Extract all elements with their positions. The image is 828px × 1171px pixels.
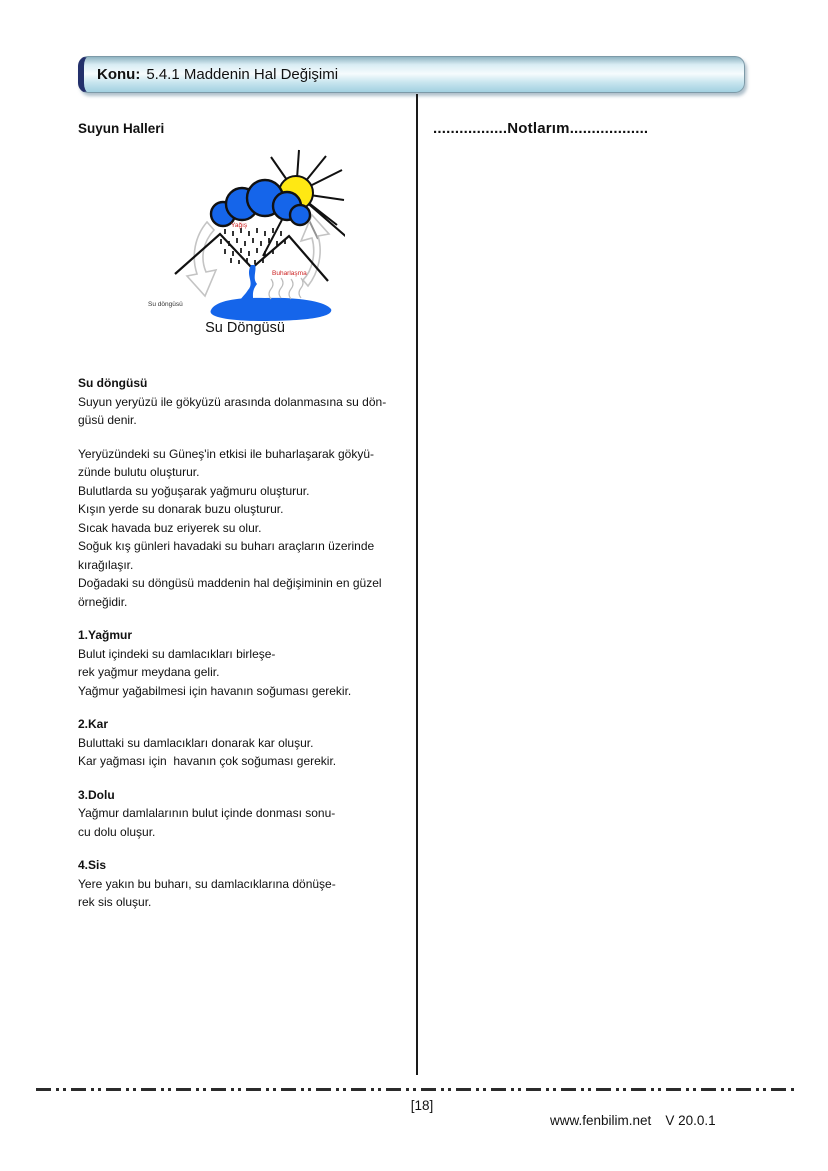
text-line: Bulutlarda su yoğuşarak yağmuru oluşturur. — [78, 483, 310, 498]
topic-label: Konu: — [97, 66, 141, 83]
text-line: Yeryüzündeki su Güneş'in etkisi ile buharlaşarak gökyü- — [78, 446, 375, 461]
text-line: güsü denir. — [78, 413, 137, 427]
water-cycle-figure — [145, 148, 345, 322]
column-divider — [416, 94, 418, 1075]
text-line: Doğadaki su döngüsü maddenin hal değişiminin en güzel — [78, 576, 382, 590]
section-yagmur — [78, 626, 414, 700]
section-title-suyun-halleri: Suyun Halleri — [78, 121, 165, 136]
text-line: rek yağmur meydana gelir. — [78, 665, 220, 679]
footer-brand — [535, 1098, 716, 1143]
text-line: Yağmur damlalarının bulut içinde donması sonu- — [78, 806, 336, 820]
text-line: kırağılaşır. — [78, 557, 134, 572]
page-number: [18] — [410, 1098, 434, 1113]
text-line: Sıcak havada buz eriyerek su olur. — [78, 520, 262, 535]
water-cycle-illustration — [145, 148, 345, 322]
text-line: Soğuk kış günleri havadaki su buharı araçların üzerinde — [78, 539, 375, 553]
site-url: www.fenbilim.net — [550, 1113, 652, 1128]
text-line: Bulut içindeki su damlacıkları birleşe- — [78, 646, 276, 661]
section-kar — [78, 715, 414, 771]
evaporation-label: Buharlaşma — [272, 270, 307, 277]
evaporation-waves-icon — [269, 278, 303, 299]
text-line: cu dolu oluşur. — [78, 824, 156, 839]
version-label: V 20.0.1 — [665, 1113, 716, 1128]
text-line: Yere yakın bu buharı, su damlacıklarına dönüşe- — [78, 876, 336, 891]
section-heading: 3.Dolu — [78, 787, 115, 802]
section-heading: 4.Sis — [78, 858, 107, 872]
section-dolu — [78, 786, 414, 842]
topic-header-bar — [78, 56, 745, 93]
rain-label: Yağış — [231, 222, 248, 229]
text-line: Buluttaki su damlacıkları donarak kar oluşur. — [78, 735, 314, 750]
body-text — [78, 374, 414, 927]
section-su-dongusu-detay — [78, 445, 414, 612]
text-line: Kışın yerde su donarak buzu oluşturur. — [78, 502, 284, 516]
lake-icon — [211, 298, 332, 321]
text-line: örneğidir. — [78, 594, 128, 609]
notes-header: .................Notlarım.................. — [433, 120, 649, 137]
text-line: Kar yağması için havanın çok soğuması gerekir. — [78, 754, 337, 768]
topic-title: 5.4.1 Maddenin Hal Değişimi — [146, 66, 339, 83]
section-su-dongusu — [78, 374, 414, 430]
figure-caption: Su Döngüsü — [205, 320, 285, 336]
cycle-label: Su döngüsü — [148, 301, 183, 308]
text-line: zünde bulutu oluşturur. — [78, 465, 200, 479]
footer-dash-rule — [36, 1088, 794, 1091]
section-sis — [78, 856, 414, 912]
text-line: rek sis oluşur. — [78, 895, 152, 909]
text-line: Yağmur yağabilmesi için havanın soğuması gerekir. — [78, 683, 352, 698]
section-heading: 1.Yağmur — [78, 628, 133, 642]
section-heading: 2.Kar — [78, 717, 109, 731]
section-heading: Su döngüsü — [78, 376, 148, 390]
text-line: Suyun yeryüzü ile gökyüzü arasında dolanmasına su dön- — [78, 394, 387, 409]
